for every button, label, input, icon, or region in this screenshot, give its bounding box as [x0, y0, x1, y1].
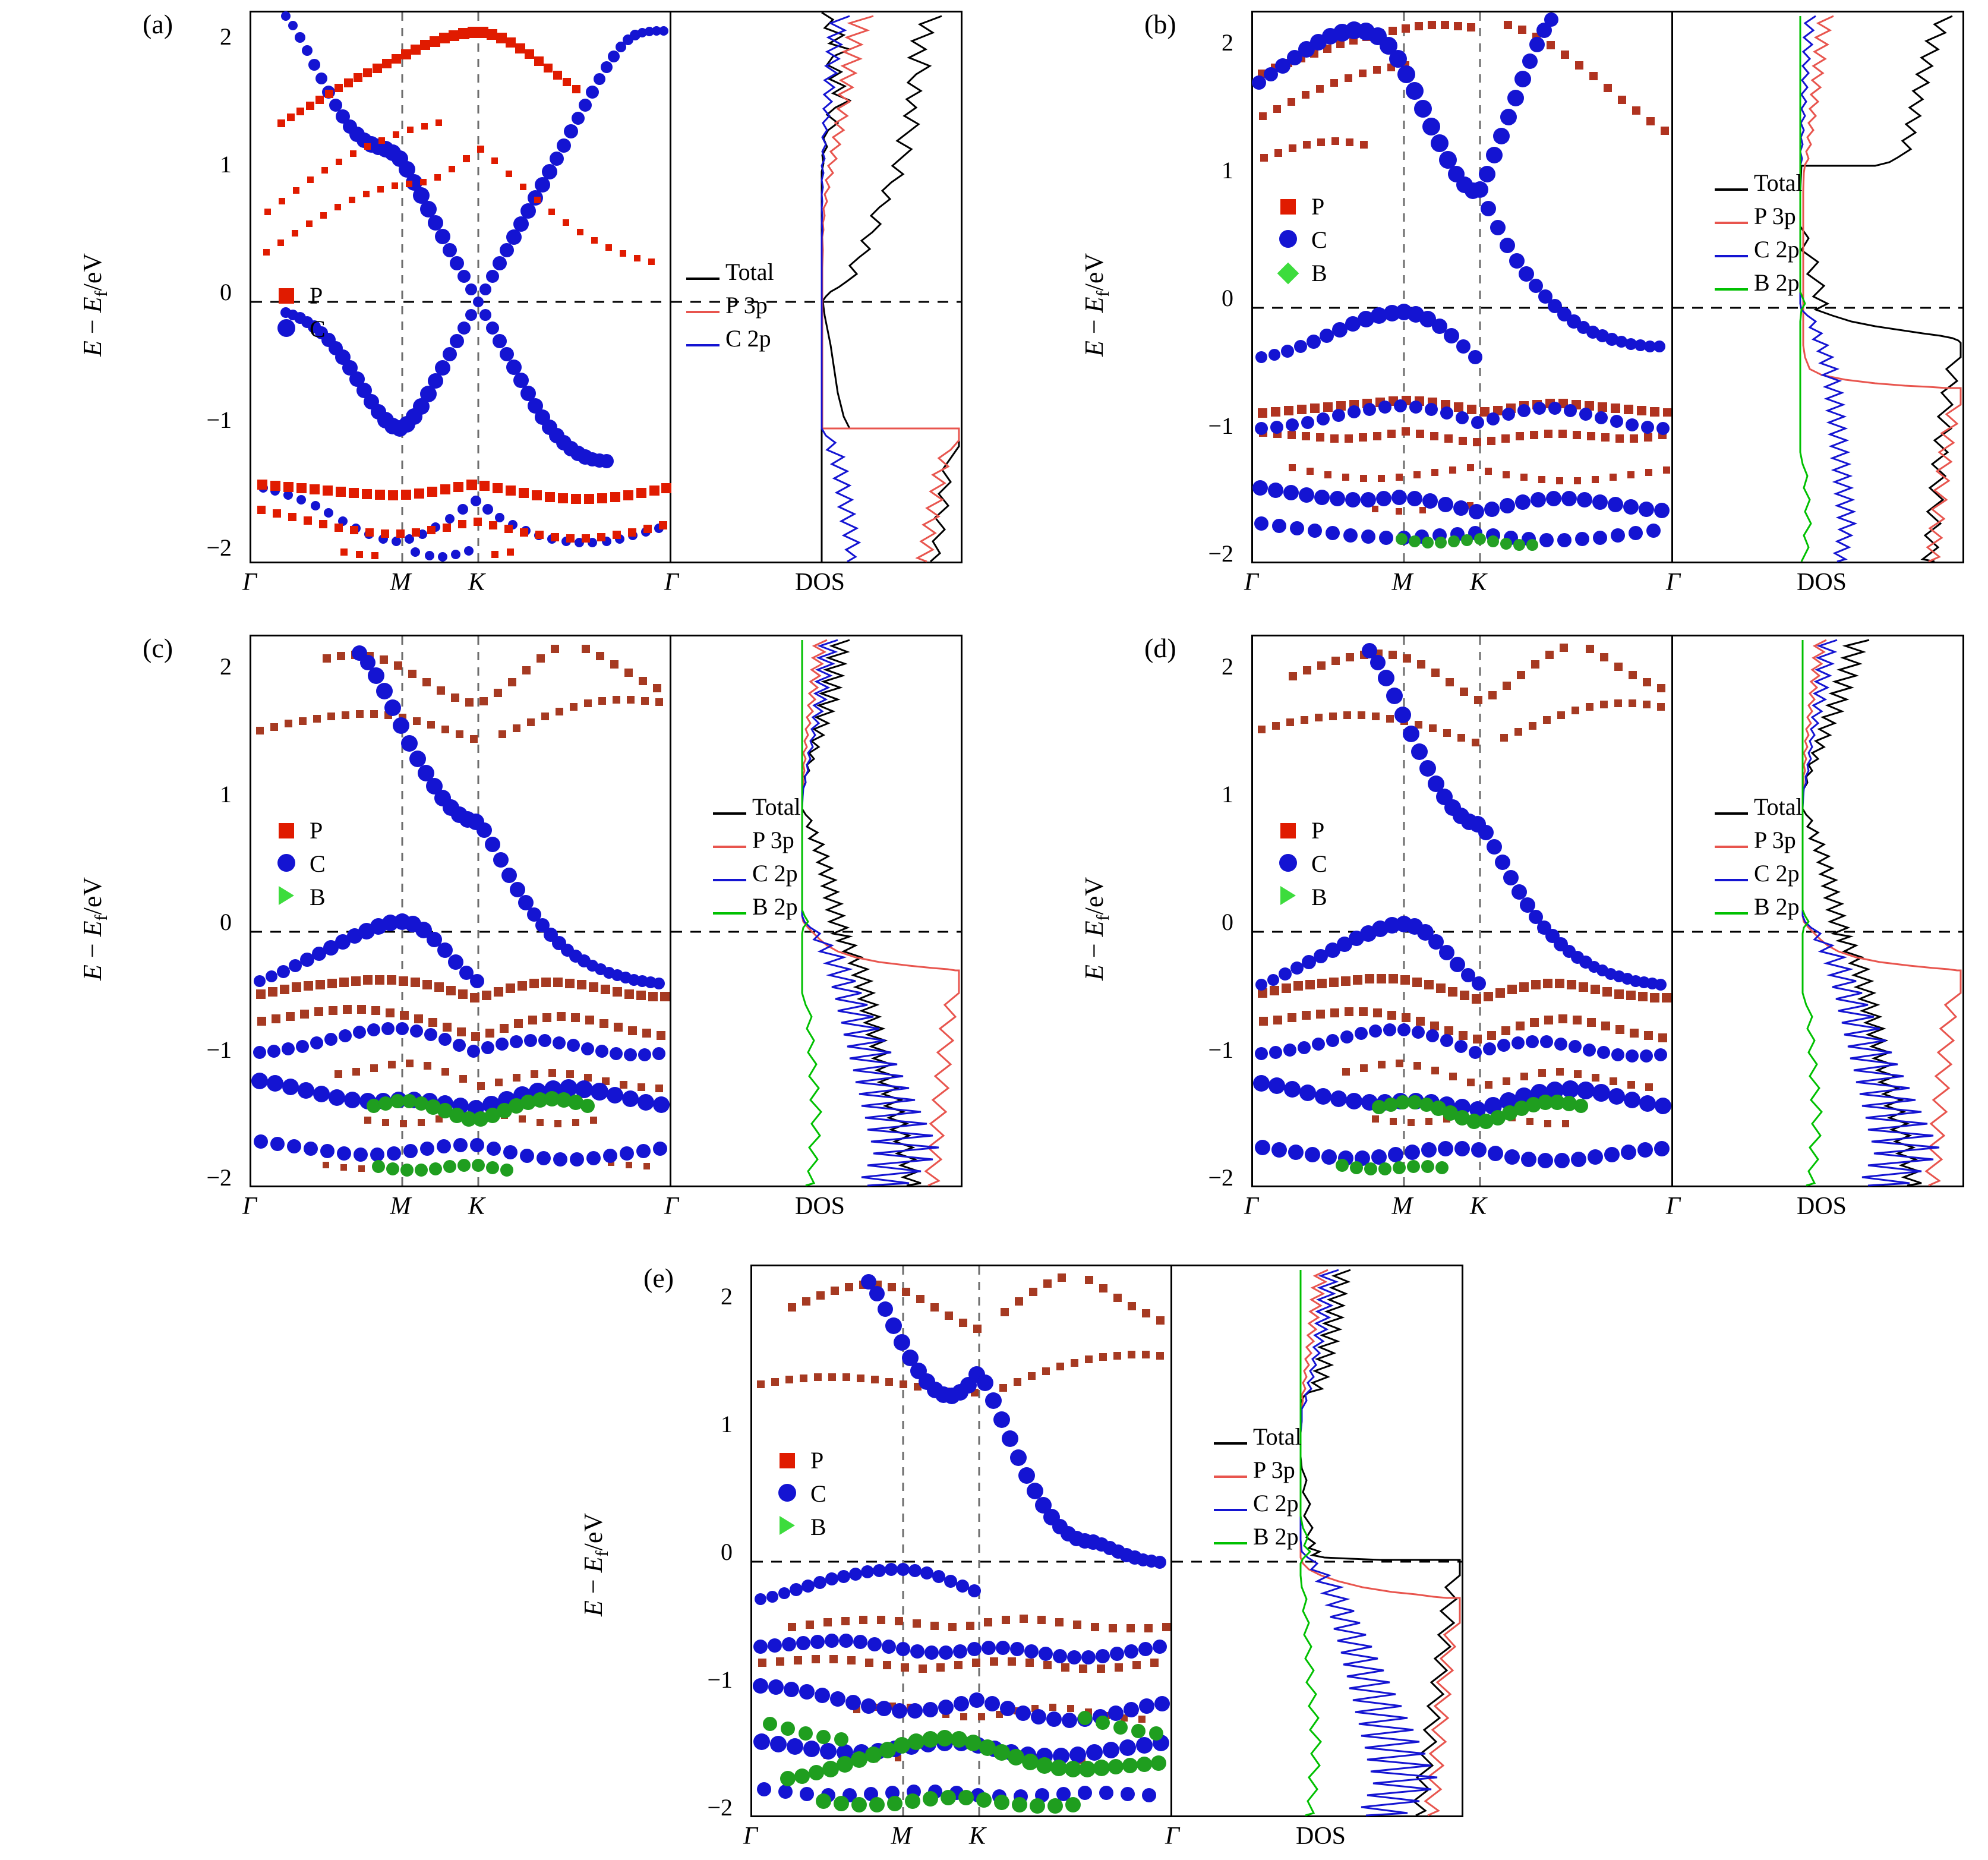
legend-label-P-d: P — [1311, 816, 1325, 844]
legend-label-C: C — [310, 315, 326, 342]
square-icon — [270, 813, 302, 849]
legend-label-P-c: P — [310, 816, 323, 844]
legend-item-p3p-e — [1214, 1454, 1302, 1487]
ytick-m2: −2 — [206, 534, 232, 561]
legend-item-b2p-b — [1715, 266, 1803, 300]
panel-b-band-legend — [1272, 190, 1327, 290]
circle-icon — [1272, 222, 1304, 258]
legend-item-p3p — [686, 289, 774, 322]
legend-label-P: P — [310, 282, 323, 309]
legend-label-C-e: C — [810, 1480, 826, 1507]
line-icon-total — [713, 789, 745, 825]
panel-e-ylabel: $E - E_f/eV$ — [579, 1512, 612, 1616]
panel-d-dos-legend — [1715, 790, 1803, 923]
line-icon-total — [1214, 1419, 1246, 1455]
legend-item-p3p-c — [713, 824, 801, 857]
legend-item-B-d — [1272, 881, 1327, 914]
legend-item-B-b — [1272, 257, 1327, 290]
legend-item-c2p-d — [1715, 857, 1803, 890]
legend-item-P-b — [1272, 190, 1327, 223]
line-icon-total — [1715, 165, 1747, 201]
legend-item-total-d — [1715, 790, 1803, 824]
dos-c2p-b — [1800, 16, 1855, 562]
xtick-e-K: K — [968, 1823, 986, 1850]
square-icon — [771, 1443, 803, 1479]
legend-label-b2p-c: B 2p — [752, 893, 798, 920]
panel-c-ylabel: $E - E_f/eV$ — [78, 877, 111, 981]
panel-d-ylabel: $E - E_f/eV$ — [1080, 877, 1113, 981]
panel-e-dos-legend — [1214, 1420, 1302, 1553]
ytick-e-m2: −2 — [707, 1794, 733, 1821]
legend-label-P-e: P — [810, 1446, 824, 1474]
ytick-c-1: 1 — [220, 781, 232, 808]
xtick-gamma-right: Γ — [664, 569, 679, 596]
panel-a-band-legend — [270, 279, 326, 346]
ytick-2: 2 — [220, 23, 232, 50]
ytick-b-m1: −1 — [1208, 412, 1233, 439]
circle-icon — [270, 846, 302, 882]
xtick-d-gamma-right: Γ — [1666, 1193, 1680, 1220]
line-icon-b2p — [713, 889, 745, 925]
xtick-gamma-left: Γ — [242, 569, 257, 596]
circle-icon — [270, 311, 302, 348]
panel-c-label: (c) — [143, 633, 173, 663]
xtick-e-M: M — [891, 1823, 912, 1850]
panel-b-ylabel: $E - E_f/eV$ — [1080, 253, 1113, 357]
panel-a-label: (a) — [143, 9, 173, 39]
diamond-icon — [1272, 256, 1304, 292]
legend-item-b2p-c — [713, 890, 801, 923]
dos-p3p-b — [1803, 16, 1961, 562]
dos-c2p-d — [1803, 640, 1939, 1186]
panel-e-band-legend — [771, 1444, 826, 1544]
panel-d-band-legend — [1272, 814, 1327, 914]
legend-item-P — [270, 279, 326, 313]
ytick-d-m1: −1 — [1208, 1036, 1233, 1063]
legend-label-c2p: C 2p — [725, 324, 771, 352]
line-icon-c2p — [1715, 232, 1747, 268]
legend-label-c2p-d: C 2p — [1754, 859, 1800, 887]
legend-label-b2p-d: B 2p — [1754, 893, 1800, 920]
ytick-c-0: 0 — [220, 909, 232, 935]
line-icon-c2p — [1715, 856, 1747, 892]
ytick-e-1: 1 — [721, 1411, 733, 1437]
xtick-c-gamma-left: Γ — [242, 1193, 257, 1220]
line-icon-b2p — [1214, 1519, 1246, 1555]
triangle-icon — [1272, 879, 1304, 916]
line-icon-c2p — [686, 321, 718, 357]
legend-label-p3p-b: P 3p — [1754, 202, 1796, 229]
panel-d-label: (d) — [1144, 633, 1176, 663]
xtick-e-gamma-right: Γ — [1165, 1823, 1179, 1850]
xtick-d-gamma-left: Γ — [1244, 1193, 1258, 1220]
panel-a-dos-legend — [686, 256, 774, 355]
line-icon-p3p — [1715, 822, 1747, 859]
legend-label-b2p-b: B 2p — [1754, 269, 1800, 296]
legend-label-P-b: P — [1311, 193, 1325, 220]
legend-label-C-c: C — [310, 850, 326, 877]
legend-label-total: Total — [725, 258, 774, 285]
legend-item-total-c — [713, 790, 801, 824]
line-icon-c2p — [713, 856, 745, 892]
line-icon-p3p — [686, 288, 718, 324]
dos-axis-label-c: DOS — [794, 1193, 845, 1220]
ytick-d-2: 2 — [1222, 653, 1233, 680]
legend-item-P-d — [1272, 814, 1327, 847]
legend-label-c2p-c: C 2p — [752, 859, 798, 887]
legend-label-b2p-e: B 2p — [1253, 1522, 1299, 1550]
legend-label-c2p-e: C 2p — [1253, 1489, 1299, 1517]
xtick-b-gamma-left: Γ — [1244, 569, 1258, 596]
xtick-K: K — [468, 569, 485, 596]
legend-item-c2p-e — [1214, 1487, 1302, 1520]
ytick-b-m2: −2 — [1208, 540, 1233, 567]
xtick-c-M: M — [390, 1193, 411, 1220]
ytick-e-0: 0 — [721, 1539, 733, 1565]
ytick-c-m2: −2 — [206, 1164, 232, 1191]
dos-c2p-a — [822, 16, 859, 562]
dos-total-d — [1803, 640, 1921, 1186]
ytick-d-0: 0 — [1222, 909, 1233, 935]
circle-icon — [1272, 846, 1304, 882]
legend-label-total-e: Total — [1253, 1423, 1302, 1450]
circle-icon — [771, 1476, 803, 1512]
ytick-d-m2: −2 — [1208, 1164, 1233, 1191]
panel-c-band-legend — [270, 814, 326, 914]
panel-c-dos-legend — [713, 790, 801, 923]
dos-total-c — [802, 640, 921, 1186]
legend-label-B-e: B — [810, 1513, 826, 1540]
line-icon-total — [686, 254, 718, 291]
xtick-d-K: K — [1469, 1193, 1487, 1220]
ytick-c-2: 2 — [220, 653, 232, 680]
panel-a — [0, 0, 986, 594]
legend-item-c2p-b — [1715, 233, 1803, 266]
ytick-b-2: 2 — [1222, 29, 1233, 56]
xtick-M: M — [390, 569, 411, 596]
ytick-0: 0 — [220, 279, 232, 305]
dos-axis-label-d: DOS — [1796, 1193, 1847, 1220]
square-icon — [1272, 189, 1304, 225]
line-icon-b2p — [1715, 265, 1747, 301]
legend-item-total — [686, 256, 774, 289]
legend-item-total-b — [1715, 166, 1803, 200]
panel-e-label: (e) — [643, 1263, 674, 1293]
square-icon — [270, 278, 302, 314]
ytick-b-0: 0 — [1222, 285, 1233, 311]
panel-d — [1002, 624, 1988, 1218]
line-icon-b2p — [1715, 889, 1747, 925]
legend-label-total-d: Total — [1754, 793, 1803, 820]
panel-b-dos-legend — [1715, 166, 1803, 300]
line-icon-p3p — [1214, 1452, 1246, 1489]
legend-label-B-d: B — [1311, 883, 1327, 910]
line-icon-total — [1715, 789, 1747, 825]
legend-label-C-b: C — [1311, 226, 1327, 253]
dos-p3p-a — [822, 16, 959, 562]
ytick-b-1: 1 — [1222, 157, 1233, 184]
legend-item-B-c — [270, 881, 326, 914]
dos-c2p-e — [1301, 1270, 1437, 1815]
xtick-c-gamma-right: Γ — [664, 1193, 679, 1220]
ytick-m1: −1 — [206, 406, 232, 433]
legend-label-p3p-c: P 3p — [752, 826, 794, 853]
dos-axis-label-a: DOS — [794, 569, 845, 596]
xtick-c-K: K — [468, 1193, 485, 1220]
legend-item-c2p-c — [713, 857, 801, 890]
legend-item-C-c — [270, 847, 326, 881]
legend-label-total-b: Total — [1754, 169, 1803, 196]
legend-item-b2p-e — [1214, 1520, 1302, 1553]
xtick-b-M: M — [1391, 569, 1413, 596]
legend-label-p3p-d: P 3p — [1754, 826, 1796, 853]
legend-label-p3p-e: P 3p — [1253, 1456, 1295, 1483]
triangle-icon — [771, 1509, 803, 1546]
ytick-1: 1 — [220, 151, 232, 178]
legend-item-p3p-b — [1715, 200, 1803, 233]
legend-item-C-e — [771, 1477, 826, 1511]
legend-item-P-e — [771, 1444, 826, 1477]
legend-item-p3p-d — [1715, 824, 1803, 857]
ytick-e-m1: −1 — [707, 1666, 733, 1693]
legend-item-C — [270, 313, 326, 346]
triangle-icon — [270, 879, 302, 916]
legend-label-p3p: P 3p — [725, 291, 768, 319]
line-icon-p3p — [1715, 198, 1747, 235]
legend-label-total-c: Total — [752, 793, 801, 820]
xtick-d-M: M — [1391, 1193, 1413, 1220]
legend-item-c2p — [686, 322, 774, 355]
panel-a-ylabel: $E - E_f/eV$ — [78, 253, 111, 357]
ytick-d-1: 1 — [1222, 781, 1233, 808]
legend-label-B-b: B — [1311, 259, 1327, 286]
xtick-b-gamma-right: Γ — [1666, 569, 1680, 596]
xtick-e-gamma-left: Γ — [743, 1823, 758, 1850]
dos-c2p-c — [802, 640, 939, 1186]
panel-b-label: (b) — [1144, 9, 1176, 39]
legend-label-c2p-b: C 2p — [1754, 235, 1800, 263]
dos-axis-label-b: DOS — [1796, 569, 1847, 596]
dos-total-b — [1800, 16, 1961, 562]
legend-label-B-c: B — [310, 883, 326, 910]
line-icon-c2p — [1214, 1486, 1246, 1522]
ytick-c-m1: −1 — [206, 1036, 232, 1063]
panel-c — [0, 624, 986, 1218]
legend-item-b2p-d — [1715, 890, 1803, 923]
panel-e — [501, 1254, 1487, 1854]
legend-item-C-d — [1272, 847, 1327, 881]
panel-b — [1002, 0, 1988, 594]
xtick-b-K: K — [1469, 569, 1487, 596]
legend-label-C-d: C — [1311, 850, 1327, 877]
legend-item-B-e — [771, 1511, 826, 1544]
square-icon — [1272, 813, 1304, 849]
line-icon-p3p — [713, 822, 745, 859]
legend-item-P-c — [270, 814, 326, 847]
dos-axis-label-e: DOS — [1295, 1823, 1346, 1850]
dos-b2p-d — [1803, 640, 1822, 1186]
legend-item-total-e — [1214, 1420, 1302, 1454]
ytick-e-2: 2 — [721, 1283, 733, 1310]
legend-item-C-b — [1272, 223, 1327, 257]
